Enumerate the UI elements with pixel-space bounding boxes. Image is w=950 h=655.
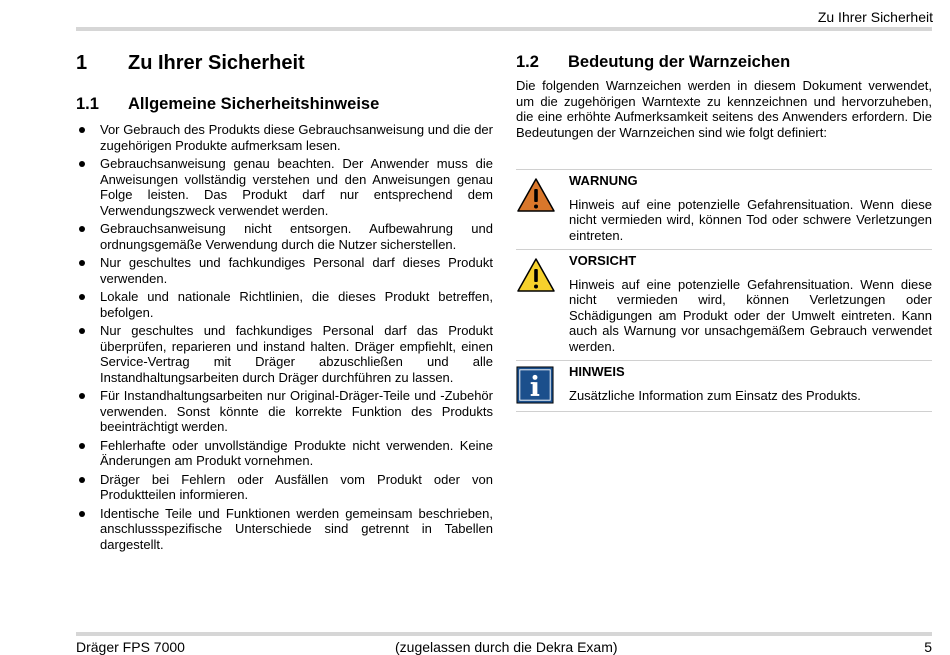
chapter-title: Zu Ihrer Sicherheit bbox=[128, 51, 305, 74]
bullet-icon bbox=[79, 127, 85, 133]
signal-text: Hinweis auf eine potenzielle Gefahrensituation. Wenn diese nicht vermieden wird, können Tod oder schwere Verletzungen eintreten. bbox=[569, 196, 932, 243]
list-item: Gebrauchsanweisung genau beachten. Der Anwender muss die Anweisungen vollständig verstehen und den Anweisungen genau Folge leisten. Das Produkt darf nur entsprechend dem Verwendungszweck verwendet werden. bbox=[76, 156, 493, 218]
list-item: Vor Gebrauch des Produkts diese Gebrauchsanweisung und die der zugehörigen Produkte aufmerksam lesen. bbox=[76, 122, 493, 153]
list-item: Lokale und nationale Richtlinien, die dieses Produkt betreffen, befolgen. bbox=[76, 289, 493, 320]
warning-triangle-orange-icon bbox=[516, 177, 556, 213]
list-item: Gebrauchsanweisung nicht entsorgen. Aufbewahrung und ordnungsgemäße Verwendung durch die Nutzer sicherstellen. bbox=[76, 221, 493, 252]
list-item: Nur geschultes und fachkundiges Personal darf dieses Produkt verwenden. bbox=[76, 255, 493, 286]
signal-text: Hinweis auf eine potenzielle Gefahrensituation. Wenn diese nicht vermieden wird, können Verletzungen oder Schädigungen am Produkt oder der Umwelt eintreten. Kann auch als Warnung vor unsachgemäßem Gebrauch verwendet werden. bbox=[569, 276, 932, 354]
chapter-heading bbox=[76, 50, 493, 76]
signal-text: Zusätzliche Information zum Einsatz des Produkts. bbox=[569, 387, 861, 403]
info-square-blue-icon bbox=[516, 366, 554, 404]
right-column bbox=[516, 52, 932, 412]
signal-block-vorsicht bbox=[516, 249, 932, 360]
chapter-number: 1 bbox=[76, 51, 88, 74]
signal-title: HINWEIS bbox=[569, 364, 625, 379]
footer-product: Dräger FPS 7000 bbox=[76, 639, 185, 655]
footer-rule bbox=[76, 632, 932, 636]
section-number: 1.2 bbox=[516, 52, 539, 71]
section-heading-1-1 bbox=[76, 94, 493, 114]
signal-block-hinweis bbox=[516, 360, 932, 411]
list-item: Identische Teile und Funktionen werden gemeinsam beschrieben, anschlussspezifische Unterschiede sind getrennt in Tabellen dargestellt. bbox=[76, 506, 493, 553]
left-column bbox=[76, 50, 493, 555]
list-item: Dräger bei Fehlern oder Ausfällen vom Produkt oder von Produktteilen informieren. bbox=[76, 472, 493, 503]
bullet-icon bbox=[79, 226, 85, 232]
bullet-icon bbox=[79, 161, 85, 167]
signal-title: WARNUNG bbox=[569, 173, 638, 188]
section-title: Allgemeine Sicherheitshinweise bbox=[128, 94, 380, 113]
bullet-icon bbox=[79, 443, 85, 449]
safety-bullet-list bbox=[76, 122, 493, 552]
section-heading-1-2 bbox=[516, 52, 932, 72]
bullet-icon bbox=[79, 260, 85, 266]
section-title: Bedeutung der Warnzeichen bbox=[568, 52, 791, 71]
bullet-icon bbox=[79, 477, 85, 483]
signal-title: VORSICHT bbox=[569, 253, 637, 268]
header-rule bbox=[76, 27, 932, 31]
list-item: Fehlerhafte oder unvollständige Produkte nicht verwenden. Keine Änderungen am Produkt vornehmen. bbox=[76, 438, 493, 469]
page-number: 5 bbox=[924, 639, 932, 655]
bullet-icon bbox=[79, 294, 85, 300]
list-item: Für Instandhaltungsarbeiten nur Original-Dräger-Teile und -Zubehör verwenden. Sonst könnte die korrekte Funktion des Produkts beeinträchtigt werden. bbox=[76, 388, 493, 435]
bullet-icon bbox=[79, 511, 85, 517]
caution-triangle-yellow-icon bbox=[516, 257, 556, 293]
bullet-icon bbox=[79, 393, 85, 399]
list-item: Nur geschultes und fachkundiges Personal darf das Produkt überprüfen, reparieren und instand halten. Dräger empfiehlt, einen Service-Vertrag mit Dräger abzuschließen und alle Instandhaltungsarbeiten durch Dräger durchführen zu lassen. bbox=[76, 323, 493, 385]
footer-approval: (zugelassen durch die Dekra Exam) bbox=[395, 639, 618, 655]
running-header: Zu Ihrer Sicherheit bbox=[817, 9, 933, 25]
section-number: 1.1 bbox=[76, 94, 99, 113]
signal-table-bottom-rule bbox=[516, 411, 932, 412]
signal-block-warnung bbox=[516, 169, 932, 249]
section-intro: Die folgenden Warnzeichen werden in diesem Dokument verwendet, um die zugehörigen Warntexte zu kennzeichnen und hervorzuheben, die eine erhöhte Aufmerksamkeit seitens des Anwenders erfordern. Die Bedeutungen der Warnzeichen sind wie folgt definiert: bbox=[516, 78, 932, 140]
bullet-icon bbox=[79, 328, 85, 334]
